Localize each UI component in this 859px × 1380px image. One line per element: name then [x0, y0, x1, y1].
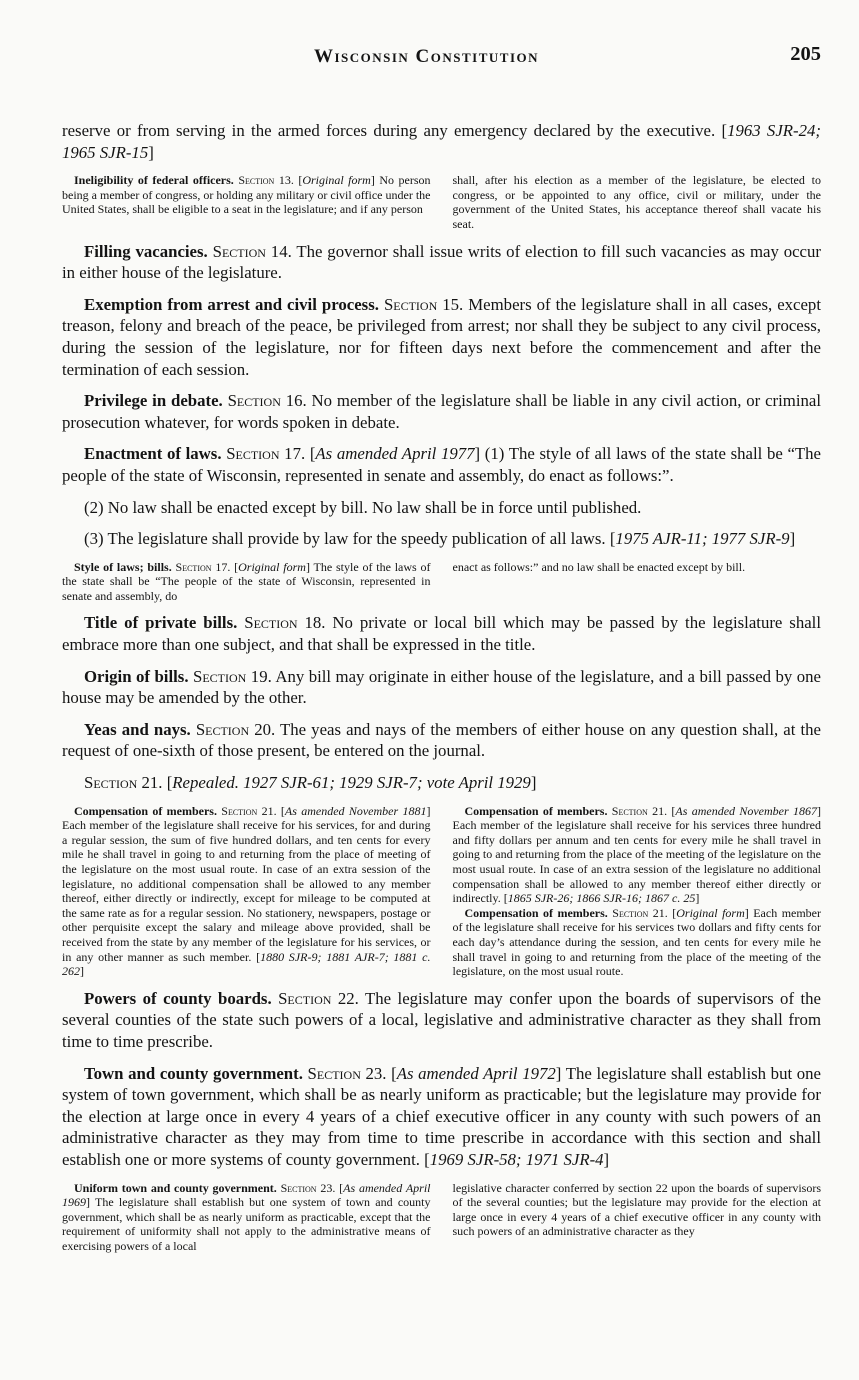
text-run: Section	[238, 173, 275, 188]
section-14-filling-vacancies	[62, 241, 821, 284]
annotation-section-13-right	[453, 173, 822, 231]
text-run: ]	[695, 891, 700, 906]
text-run: Original form	[238, 559, 306, 574]
text-run: Compensation of members.	[464, 905, 613, 920]
text-run: ] The legislature shall establish but one system of town and county government, which shall be as nearly uniform as practicable, except that the requirement of uniformity shall not apply to the administrative means of exercising powers of a local	[62, 1195, 431, 1253]
text-run: ] The style of the laws of the state shall be “The people of the state of Wisconsin, represented in senate and assembly, do	[62, 559, 431, 603]
text-run: Section	[278, 988, 332, 1008]
annotation-section-23-left	[62, 1181, 431, 1254]
text-run: Compensation of members.	[464, 803, 612, 818]
section-23-town-and-county-government	[62, 1063, 821, 1171]
section-17-enactment-of-laws	[62, 443, 821, 486]
text-run: As amended April 1977	[315, 444, 475, 464]
annotation-section-17	[62, 560, 821, 604]
text-run: Title of private bills.	[84, 613, 245, 633]
text-run: Section	[221, 803, 258, 818]
annotation-right-column	[453, 173, 822, 231]
text-run: Exemption from arrest and civil process.	[84, 294, 384, 314]
text-run: Style of laws; bills.	[74, 559, 176, 574]
text-run: ] Each member of the legislature shall receive for his services three hundred and fifty dollars per annum and ten cents for every mile he shall travel in going to and returning from the place of the meeting of the legislature on the most usual route. In case of an extra session of the legislature no additional compensation shall be allowed to any member thereof either directly or indirectly. [	[452, 803, 821, 906]
section-19-origin-of-bills	[62, 666, 821, 709]
page-number: 205	[790, 43, 821, 65]
text-run: ] Each member of the legislature shall receive for his services two dollars and fifty cents for each day’s attendance during the session, and ten cents for every mile he shall travel in going to and returning from the place of the meeting of the legislature, on the most usual route.	[452, 905, 822, 979]
text-run: Powers of county boards.	[84, 988, 279, 1008]
continuation-paragraph	[62, 120, 821, 163]
annotation-left-column	[62, 560, 431, 604]
text-run: ]	[603, 1149, 610, 1169]
text-run: Ineligibility of federal officers.	[74, 173, 239, 188]
text-run: 22. The legislature may confer upon the boards of supervisors of the several counties of the state such powers of a local, legislative and administrative character as they shall from time to time prescribe.	[62, 988, 821, 1051]
section-21-repealed	[62, 772, 821, 794]
text-run: ] No person being a member of congress, or holding any military or civil office under the United States, shall be eligible to a seat in the legislature; and if any person	[62, 173, 431, 217]
text-run: Yeas and nays.	[84, 719, 196, 739]
text-run: As amended April 1972	[396, 1063, 556, 1083]
text-run: 17. [	[279, 444, 316, 464]
text-run: Section	[193, 666, 247, 686]
text-run: 23. [	[360, 1063, 397, 1083]
annotation-section-13-left	[62, 173, 431, 217]
text-run: 19. Any bill may originate in either house of the legislature, and a bill passed by one house may be amended by the other.	[62, 666, 821, 708]
text-run: As amended November 1881	[284, 803, 427, 818]
text-run: 17. [	[211, 559, 239, 574]
text-run: 18. No private or local bill which may be passed by the legislature shall embrace more than one subject, and that shall be expressed in the title.	[62, 613, 821, 655]
annotation-left-column	[62, 1181, 431, 1254]
text-run: ] Each member of the legislature shall receive for his services, for and during a regular session, the sum of five hundred dollars, and ten cents for every mile he shall travel in going to and returning from the place of meeting of the legislature on the most usual route. In case of an extra session of the legislature, no additional compensation shall be allowed to any member thereof, either directly or indirectly, except for mileage to be computed at the same rate as for a regular session. No stationery, newspapers, postage or other perquisite except the salary and mileage above provided, shall be received from the state by any member of the legislature for his services, or in any other manner as such member. [	[62, 803, 431, 964]
annotation-section-21-1867	[453, 804, 822, 906]
text-run: 21. [	[137, 773, 173, 793]
text-run: legislative character conferred by section 22 upon the boards of supervisors of the several counties; but the legislature may provide for the election at large once in every 4 years of a chief executive officer in any county with such powers of an administrative character as they	[452, 1180, 821, 1239]
annotation-left-column	[62, 173, 431, 231]
text-run: Original form	[302, 173, 371, 188]
text-run: Section	[226, 444, 280, 464]
section-17-sub2	[62, 497, 821, 519]
text-run: 14. The governor shall issue writs of election to fill such vacancies as may occur in either house of the legislature.	[62, 241, 821, 283]
text-run: 20. The yeas and nays of the members of either house on any question shall, at the request of one-sixth of those present, be entered on the journal.	[62, 719, 821, 761]
text-run: (2) No law shall be enacted except by bill. No law shall be in force until published.	[84, 497, 642, 517]
text-run: (3) The legislature shall provide by law for the speedy publication of all laws. [	[84, 529, 616, 549]
text-run: 1880 SJR-9; 1881 AJR-7; 1881 c. 262	[62, 949, 431, 979]
section-15-exemption-from-arrest	[62, 294, 821, 380]
text-run: ]	[789, 529, 796, 549]
text-run: ] The legislature shall establish but one system of town government, which shall be as nearly uniform as practicable; but the legislature may provide for the election at large once in every 4 years of a chief executive officer in any county with such powers of an administrative character as they may from time to time prescribe in accordance with this section and shall establish one or more systems of county government. [	[62, 1063, 821, 1169]
text-run: shall, after his election as a member of the legislature, be elected to congress, or be appointed to any office, civil or military, under the government of the United States, his acceptance thereof shall vacate his seat.	[452, 173, 821, 231]
annotation-section-21-1881	[62, 804, 431, 979]
section-20-yeas-and-nays	[62, 719, 821, 762]
annotation-section-23-right	[453, 1181, 822, 1239]
text-run: ]	[530, 773, 537, 793]
text-run: Origin of bills.	[84, 666, 193, 686]
text-run: Section	[280, 1180, 317, 1195]
text-run: Filling vacancies.	[84, 241, 213, 261]
annotation-right-column	[453, 560, 822, 604]
text-run: Section	[84, 773, 138, 793]
text-run: Section	[212, 241, 266, 261]
text-run: 13. [	[274, 173, 303, 188]
text-run: 1969 SJR-58; 1971 SJR-4	[429, 1149, 604, 1169]
text-run: ]	[148, 142, 154, 162]
annotation-section-17-right	[453, 560, 822, 575]
text-run: 21. [	[257, 803, 285, 818]
annotation-right-column	[453, 1181, 822, 1254]
annotation-section-21-original	[453, 906, 822, 979]
text-run: 21. [	[647, 803, 676, 818]
text-run: 1963 SJR-24; 1965 SJR-15	[62, 121, 821, 162]
section-18-title-of-private-bills	[62, 612, 821, 655]
section-17-sub3	[62, 528, 821, 550]
text-run: Uniform town and county government.	[74, 1180, 281, 1195]
text-run: As amended April 1969	[62, 1180, 431, 1210]
annotation-section-21	[62, 804, 821, 979]
annotation-right-column	[453, 804, 822, 979]
text-run: Section	[383, 294, 438, 314]
page-body	[62, 120, 821, 1253]
text-run: Repealed. 1927 SJR-61; 1929 SJR-7; vote April 1929	[172, 773, 531, 793]
section-22-powers-of-county-boards	[62, 988, 821, 1053]
text-run: Section	[611, 803, 648, 818]
text-run: Town and county government.	[84, 1063, 308, 1083]
text-run: Enactment of laws.	[84, 444, 227, 464]
annotation-section-23	[62, 1181, 821, 1254]
annotation-section-17-left	[62, 560, 431, 604]
text-run: Section	[195, 719, 250, 739]
text-run: Section	[307, 1063, 361, 1083]
text-run: As amended November 1867	[675, 803, 817, 818]
section-16-privilege-in-debate	[62, 390, 821, 433]
text-run: 16. No member of the legislature shall be liable in any civil action, or criminal prosecution whatever, for words spoken in debate.	[62, 391, 822, 432]
running-head-title: Wisconsin Constitution	[313, 46, 540, 67]
annotation-section-13	[62, 173, 821, 231]
text-run: reserve or from serving in the armed forces during any emergency declared by the executive. [	[62, 121, 728, 140]
text-run: Section	[612, 905, 649, 920]
text-run: Compensation of members.	[74, 803, 222, 818]
text-run: 1865 SJR-26; 1866 SJR-16; 1867 c. 25	[507, 891, 696, 906]
text-run: Section	[227, 391, 281, 411]
text-run: Section	[244, 613, 298, 633]
text-run: 21. [	[648, 905, 677, 920]
text-run: Original form	[676, 905, 745, 920]
text-run: enact as follows:” and no law shall be enacted except by bill.	[452, 559, 746, 574]
text-run: Section	[175, 559, 212, 574]
annotation-left-column	[62, 804, 431, 979]
text-run: Privilege in debate.	[84, 391, 228, 411]
page-header	[62, 43, 821, 72]
text-run: 23. [	[316, 1180, 344, 1195]
text-run: ] (1) The style of all laws of the state shall be “The people of the state of Wisconsin, represented in senate and assembly, do enact as follows:”.	[62, 444, 822, 485]
text-run: ]	[80, 964, 84, 979]
text-run: 15. Members of the legislature shall in all cases, except treason, felony and breach of the peace, be privileged from arrest; nor shall they be subject to any civil process, during the session of the legislature, nor for fifteen days next before the commencement and after the termination of each session.	[62, 294, 821, 379]
text-run: 1975 AJR-11; 1977 SJR-9	[615, 529, 790, 549]
